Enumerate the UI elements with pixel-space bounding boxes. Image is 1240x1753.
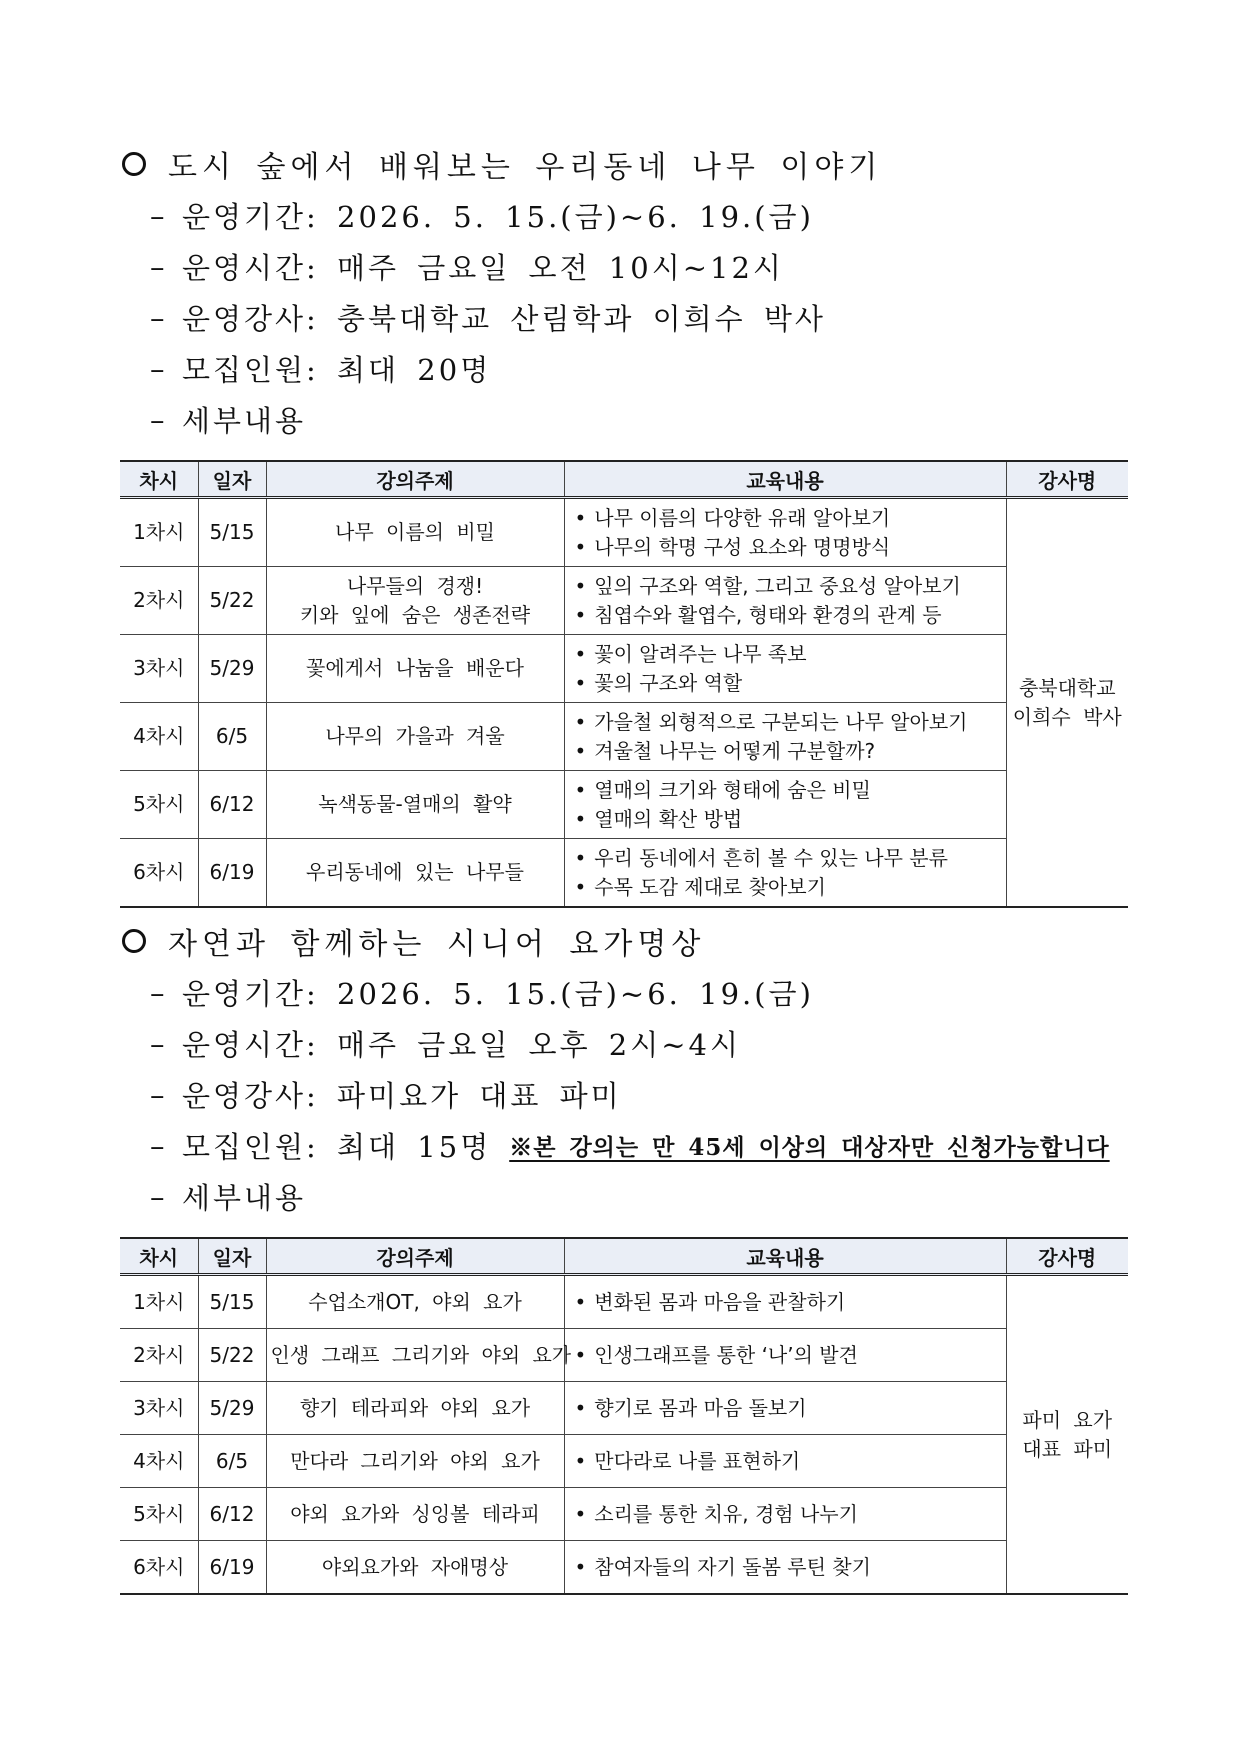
schedule-table-yoga	[120, 1237, 1128, 1595]
content-bullet: • 꽃의 구조와 역할	[575, 669, 1002, 698]
topic-cell	[266, 1382, 564, 1435]
session-cell: 2차시	[120, 1329, 198, 1382]
session-cell: 4차시	[120, 703, 198, 771]
circle-bullet-icon	[122, 929, 146, 953]
table-row	[120, 498, 1128, 567]
header-session: 차시	[120, 1238, 198, 1275]
topic-line: 녹색동물-열매의 활약	[318, 792, 512, 816]
topic-cell	[266, 1541, 564, 1595]
content-bullet: • 수목 도감 제대로 찾아보기	[575, 873, 1002, 902]
session-cell: 1차시	[120, 1275, 198, 1329]
table-row	[120, 635, 1128, 703]
content-bullet: • 향기로 몸과 마음 돌보기	[575, 1394, 1002, 1423]
session-cell: 6차시	[120, 1541, 198, 1595]
content-bullet: • 겨울철 나무는 어떻게 구분할까?	[575, 737, 1002, 766]
section-yoga-program	[120, 915, 1130, 1222]
content-bullet: • 우리 동네에서 흔히 볼 수 있는 나무 분류	[575, 844, 1002, 873]
section-title	[120, 138, 1130, 190]
date-cell: 6/19	[198, 1541, 266, 1595]
table-row	[120, 1382, 1128, 1435]
content-cell	[564, 1275, 1006, 1329]
content-bullet: • 만다라로 나를 표현하기	[575, 1447, 1002, 1476]
content-cell	[564, 1541, 1006, 1595]
header-content: 교육내용	[564, 461, 1006, 498]
session-cell: 5차시	[120, 1488, 198, 1541]
table-row	[120, 1275, 1128, 1329]
lecturer-line: 대표 파미	[1022, 1436, 1113, 1461]
circle-bullet-icon	[122, 152, 146, 176]
table-row	[120, 1435, 1128, 1488]
topic-line: 꽃에게서 나눔을 배운다	[306, 656, 524, 680]
date-cell: 5/15	[198, 498, 266, 567]
content-cell	[564, 498, 1006, 567]
content-cell	[564, 839, 1006, 908]
table-header-row	[120, 461, 1128, 498]
header-lecturer: 강사명	[1006, 1238, 1128, 1275]
topic-line: 우리동네에 있는 나무들	[306, 860, 524, 884]
topic-cell	[266, 1435, 564, 1488]
date-cell: 6/12	[198, 771, 266, 839]
topic-cell	[266, 567, 564, 635]
topic-cell	[266, 839, 564, 908]
session-cell: 1차시	[120, 498, 198, 567]
info-period: – 운영기간: 2026. 5. 15.(금)~6. 19.(금)	[150, 198, 814, 234]
content-bullet: • 변화된 몸과 마음을 관찰하기	[575, 1288, 1002, 1317]
session-cell: 5차시	[120, 771, 198, 839]
topic-line: 나무 이름의 비밀	[335, 520, 495, 544]
lecturer-cell	[1006, 1275, 1128, 1595]
session-cell: 4차시	[120, 1435, 198, 1488]
topic-line: 야외 요가와 싱잉볼 테라피	[290, 1501, 540, 1526]
topic-cell	[266, 771, 564, 839]
topic-cell	[266, 1275, 564, 1329]
header-lecturer: 강사명	[1006, 461, 1128, 498]
date-cell: 6/5	[198, 1435, 266, 1488]
info-lecturer: – 운영강사: 충북대학교 산림학과 이희수 박사	[150, 300, 826, 336]
header-session: 차시	[120, 461, 198, 498]
content-bullet: • 참여자들의 자기 돌봄 루틴 찾기	[575, 1553, 1002, 1582]
header-topic: 강의주제	[266, 1238, 564, 1275]
date-cell: 5/22	[198, 1329, 266, 1382]
content-bullet: • 인생그래프를 통한 ‘나’의 발견	[575, 1341, 1002, 1370]
info-lecturer: – 운영강사: 파미요가 대표 파미	[150, 1077, 622, 1113]
section-tree-program	[120, 138, 1130, 445]
topic-line: 인생 그래프 그리기와 야외 요가	[270, 1342, 572, 1367]
topic-line: 나무의 가을과 겨울	[325, 724, 505, 748]
table-header-row	[120, 1238, 1128, 1275]
info-details: – 세부내용	[150, 1179, 307, 1215]
date-cell: 6/12	[198, 1488, 266, 1541]
table-row	[120, 567, 1128, 635]
section-title	[120, 915, 1130, 967]
topic-cell	[266, 1488, 564, 1541]
content-bullet: • 잎의 구조와 역할, 그리고 중요성 알아보기	[575, 572, 1002, 601]
topic-cell	[266, 635, 564, 703]
topic-line: 수업소개OT, 야외 요가	[308, 1289, 522, 1314]
eligibility-note: ※본 강의는 만 45세 이상의 대상자만 신청가능합니다	[509, 1134, 1110, 1161]
content-bullet: • 열매의 확산 방법	[575, 805, 1002, 834]
content-cell	[564, 635, 1006, 703]
lecturer-cell	[1006, 498, 1128, 908]
table-row	[120, 1541, 1128, 1595]
lecturer-line: 이희수 박사	[1012, 704, 1122, 729]
table-row	[120, 771, 1128, 839]
session-cell: 2차시	[120, 567, 198, 635]
info-details: – 세부내용	[150, 402, 307, 438]
session-cell: 6차시	[120, 839, 198, 908]
content-cell	[564, 703, 1006, 771]
topic-line: 야외요가와 자애명상	[321, 1554, 509, 1579]
date-cell: 5/22	[198, 567, 266, 635]
table-row	[120, 703, 1128, 771]
content-cell	[564, 1329, 1006, 1382]
topic-line: 나무들의 경쟁!	[346, 573, 484, 598]
topic-cell	[266, 703, 564, 771]
section-title-text: 도시 숲에서 배워보는 우리동네 나무 이야기	[168, 150, 883, 185]
date-cell: 5/29	[198, 635, 266, 703]
date-cell: 6/19	[198, 839, 266, 908]
schedule-table-tree	[120, 460, 1128, 908]
content-cell	[564, 567, 1006, 635]
info-time: – 운영시간: 매주 금요일 오후 2시~4시	[150, 1026, 742, 1062]
date-cell: 5/29	[198, 1382, 266, 1435]
date-cell: 6/5	[198, 703, 266, 771]
content-cell	[564, 1488, 1006, 1541]
table-row	[120, 839, 1128, 908]
content-cell	[564, 771, 1006, 839]
content-cell	[564, 1382, 1006, 1435]
table-row	[120, 1488, 1128, 1541]
date-cell: 5/15	[198, 1275, 266, 1329]
lecturer-line: 충북대학교	[1018, 675, 1116, 700]
content-bullet: • 나무 이름의 다양한 유래 알아보기	[575, 504, 1002, 533]
topic-line: 향기 테라피와 야외 요가	[299, 1395, 531, 1420]
content-bullet: • 가을철 외형적으로 구분되는 나무 알아보기	[575, 708, 1002, 737]
header-date: 일자	[198, 461, 266, 498]
header-content: 교육내용	[564, 1238, 1006, 1275]
section-title-text: 자연과 함께하는 시니어 요가명상	[168, 927, 706, 962]
content-bullet: • 열매의 크기와 형태에 숨은 비밀	[575, 776, 1002, 805]
topic-cell	[266, 498, 564, 567]
header-topic: 강의주제	[266, 461, 564, 498]
content-cell	[564, 1435, 1006, 1488]
header-date: 일자	[198, 1238, 266, 1275]
topic-line: 키와 잎에 숨은 생존전략	[299, 602, 531, 627]
content-bullet: • 나무의 학명 구성 요소와 명명방식	[575, 533, 1002, 562]
session-cell: 3차시	[120, 1382, 198, 1435]
info-capacity: – 모집인원: 최대 15명 ※본 강의는 만 45세 이상의 대상자만 신청가능합니다	[150, 1128, 1110, 1164]
topic-cell	[266, 1329, 572, 1382]
content-bullet: • 침엽수와 활엽수, 형태와 환경의 관계 등	[575, 601, 1002, 630]
topic-line: 만다라 그리기와 야외 요가	[290, 1448, 540, 1473]
lecturer-line: 파미 요가	[1022, 1407, 1113, 1432]
content-bullet: • 소리를 통한 치유, 경험 나누기	[575, 1500, 1002, 1529]
info-capacity: – 모집인원: 최대 20명	[150, 351, 492, 387]
info-time: – 운영시간: 매주 금요일 오전 10시~12시	[150, 249, 784, 285]
content-bullet: • 꽃이 알려주는 나무 족보	[575, 640, 1002, 669]
info-period: – 운영기간: 2026. 5. 15.(금)~6. 19.(금)	[150, 975, 814, 1011]
session-cell: 3차시	[120, 635, 198, 703]
table-row	[120, 1329, 1128, 1382]
